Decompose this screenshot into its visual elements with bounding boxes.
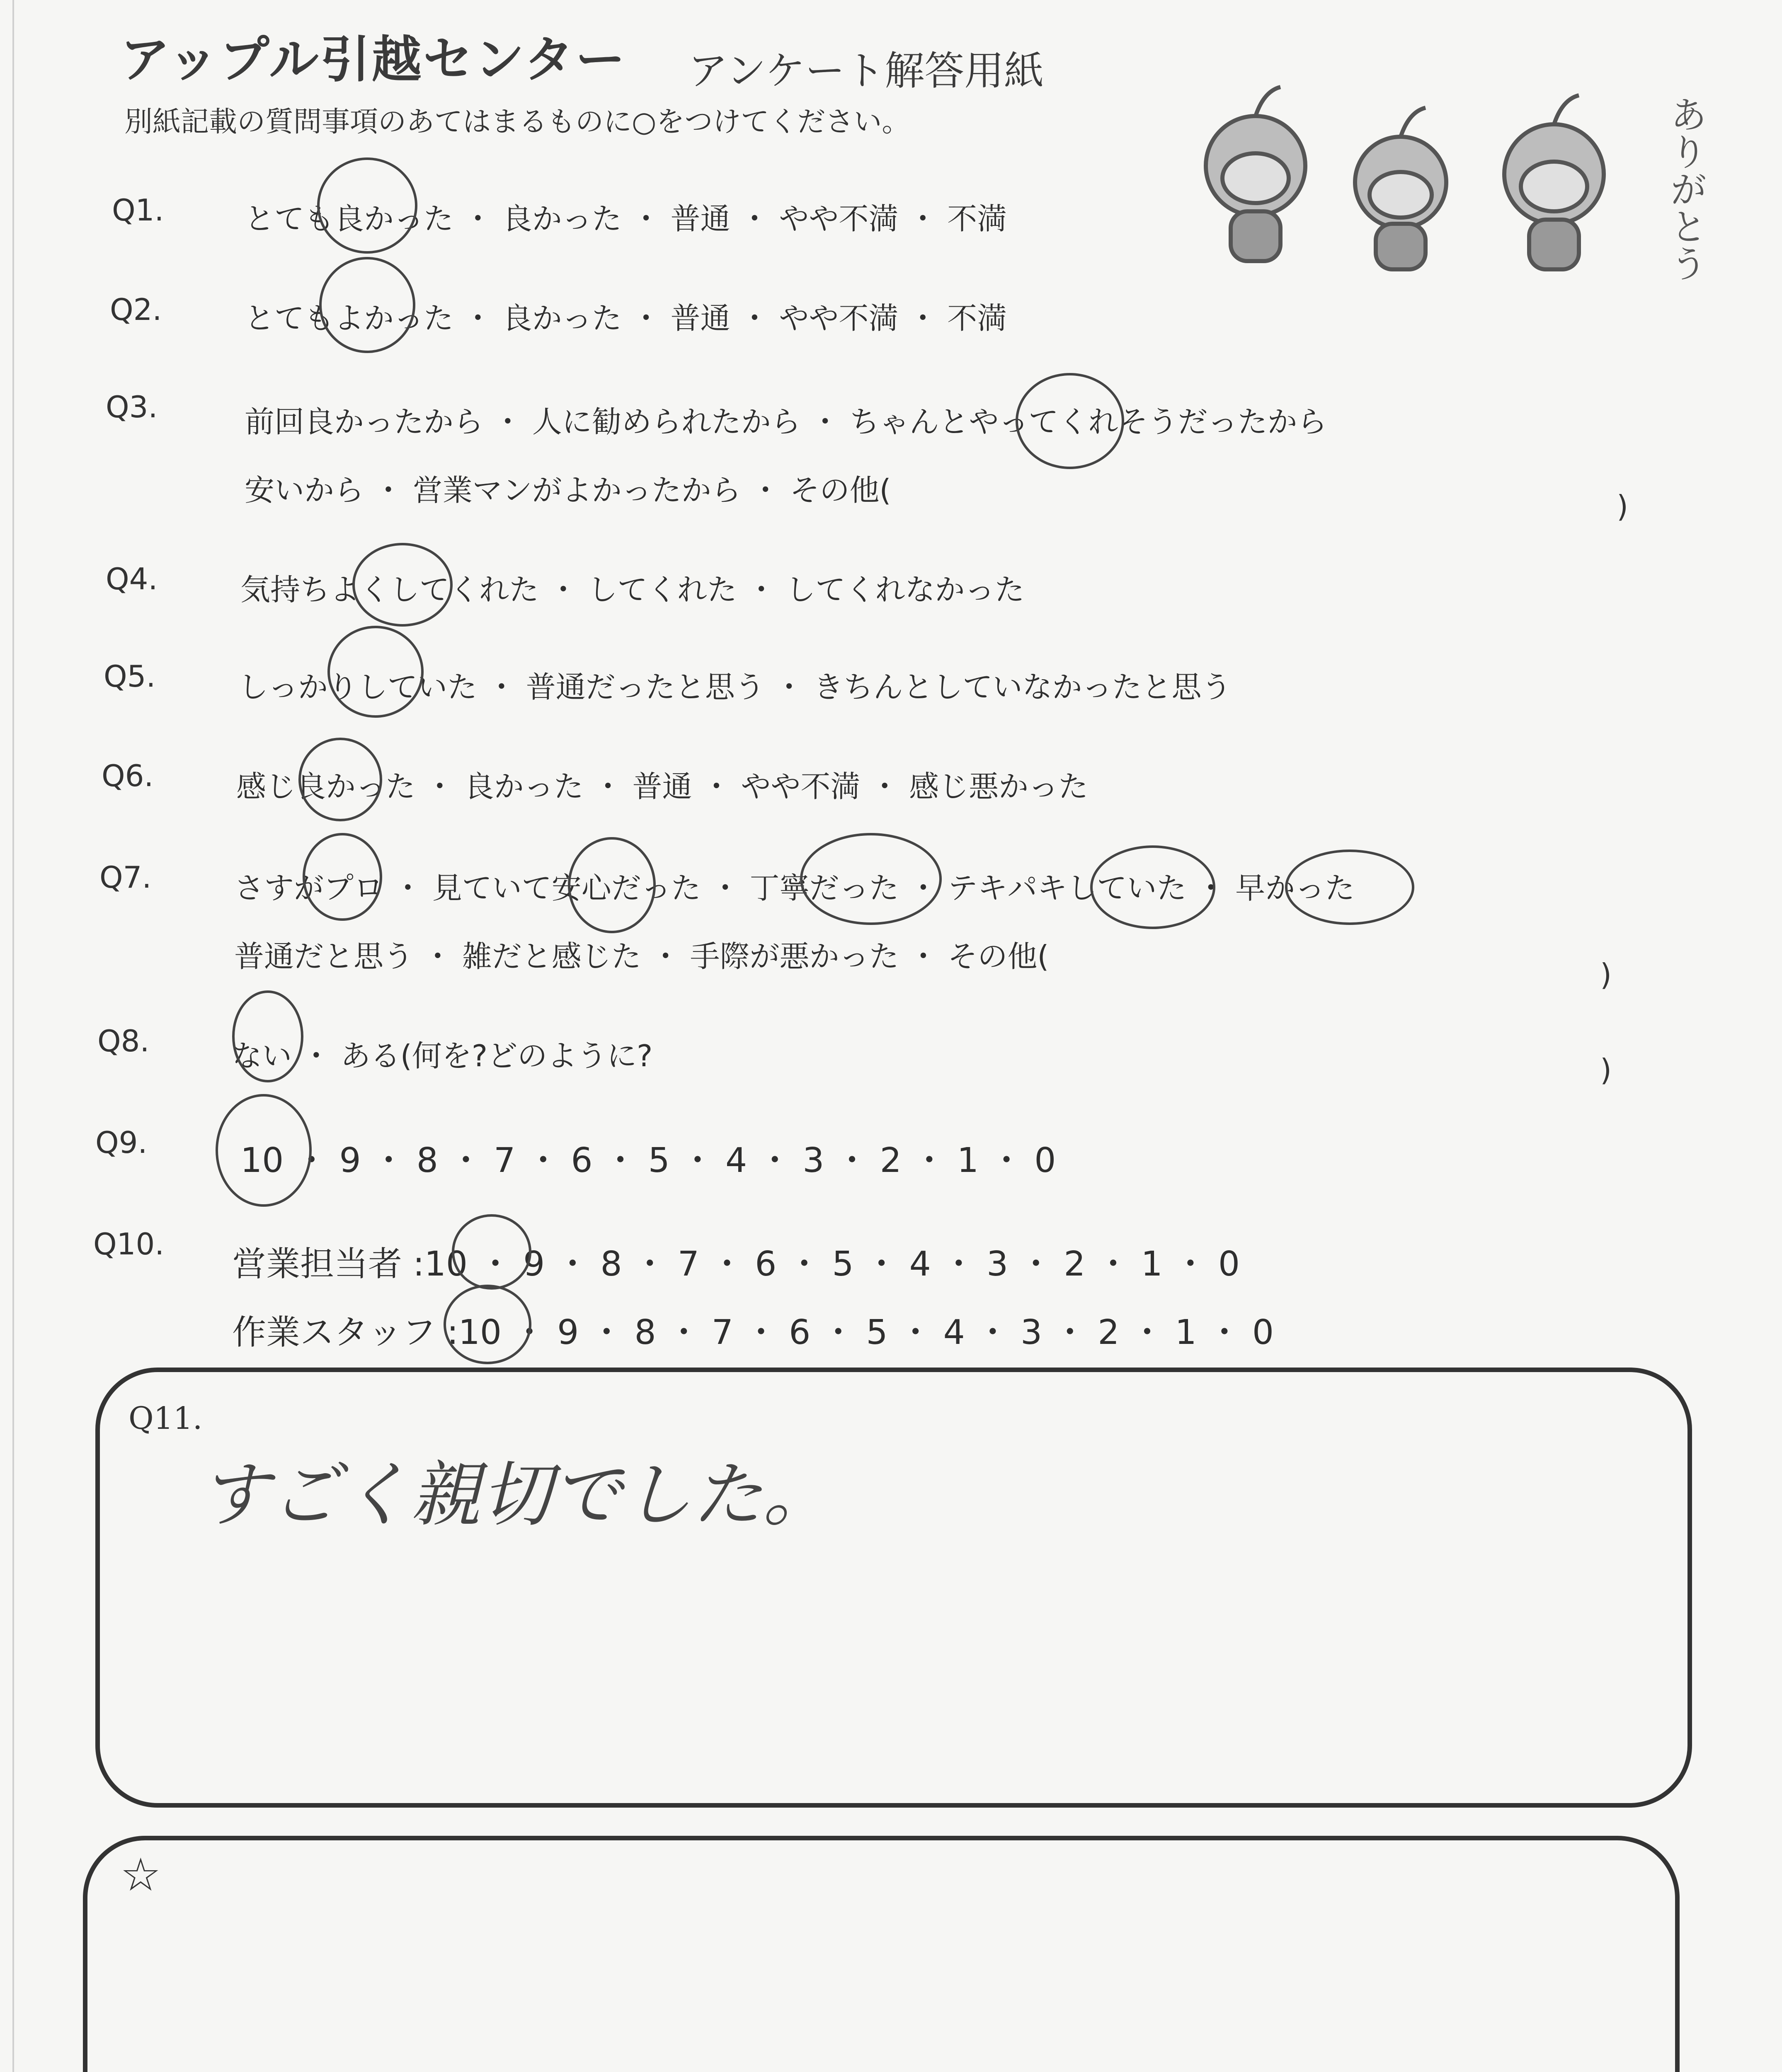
q3-options-line2: 安いから ・ 営業マンがよかったから ・ その他(	[245, 473, 891, 508]
q8-options: ない ・ ある(何を?どのように?	[232, 1038, 653, 1073]
q1-answer-circle	[317, 157, 417, 254]
q5-options: しっかりしていた ・ 普通だったと思う ・ きちんとしていなかったと思う	[238, 670, 1232, 704]
q10-staff-answer-circle	[444, 1285, 531, 1364]
q2-number: Q2.	[110, 292, 162, 327]
monkey-mascots-illustration	[1181, 58, 1720, 274]
q7-options-line1: さすがプロ ・ 見ていて安心だった ・ 丁寧だった ・ テキパキしていた ・ 早かった	[234, 871, 1355, 905]
q3-close-paren: )	[1617, 489, 1629, 524]
q1-number: Q1.	[112, 193, 164, 228]
q9-scale: 10 ・ 9 ・ 8 ・ 7 ・ 6 ・ 5 ・ 4 ・ 3 ・ 2 ・ 1 ・ 0	[240, 1141, 1056, 1180]
q6-number: Q6.	[102, 758, 154, 793]
q7-answer-circle-teinei	[800, 833, 942, 925]
thanks-text: ありがとう	[1663, 95, 1707, 282]
star-label: ☆	[120, 1848, 161, 1901]
q8-close-paren: )	[1600, 1053, 1612, 1087]
q8-answer-circle	[232, 990, 303, 1082]
q4-options: 気持ちよくしてくれた ・ してくれた ・ してくれなかった	[240, 572, 1025, 607]
company-title: アップル引越センター	[120, 31, 627, 89]
q6-options: 感じ良かった ・ 良かった ・ 普通 ・ やや不満 ・ 感じ悪かった	[236, 769, 1089, 804]
q7-answer-circle-pro	[303, 833, 382, 921]
q10-number: Q10.	[93, 1227, 165, 1261]
q3-number: Q3.	[106, 390, 158, 424]
q6-answer-circle	[298, 738, 382, 821]
page-margin-line	[12, 0, 14, 2072]
star-comment-box	[83, 1836, 1680, 2072]
q2-answer-circle	[319, 257, 415, 353]
q8-number: Q8.	[97, 1024, 150, 1058]
q7-number: Q7.	[99, 860, 152, 895]
q11-handwritten-comment: すごく親切でした。	[199, 1454, 834, 1536]
q1-options: とても良かった ・ 良かった ・ 普通 ・ やや不満 ・ 不満	[245, 201, 1007, 236]
q7-answer-circle-tekipaki	[1090, 845, 1215, 929]
form-subtitle: アンケート解答用紙	[688, 48, 1044, 94]
q4-number: Q4.	[106, 562, 158, 596]
q4-answer-circle	[352, 543, 453, 627]
q5-number: Q5.	[104, 659, 156, 694]
q7-answer-circle-anshin	[568, 837, 656, 933]
q9-number: Q9.	[95, 1125, 148, 1160]
q3-options-line1: 前回良かったから ・ 人に勧められたから ・ ちゃんとやってくれそうだったから	[245, 404, 1327, 439]
q3-answer-circle	[1016, 373, 1124, 469]
q10-staff-scale: 作業スタッフ :10 ・ 9 ・ 8 ・ 7 ・ 6 ・ 5 ・ 4 ・ 3 ・ 2 ・ 1 ・ 0	[232, 1313, 1274, 1352]
q9-answer-circle	[216, 1094, 312, 1207]
q11-label: Q11.	[128, 1401, 203, 1436]
q7-answer-circle-hayai	[1285, 850, 1414, 925]
q10-sales-answer-circle	[452, 1214, 531, 1290]
q10-sales-scale: 営業担当者 :10 ・ 9 ・ 8 ・ 7 ・ 6 ・ 5 ・ 4 ・ 3 ・ 2 ・ 1 ・ 0	[232, 1244, 1240, 1284]
q2-options: とてもよかった ・ 良かった ・ 普通 ・ やや不満 ・ 不満	[245, 301, 1007, 336]
q7-options-line2: 普通だと思う ・ 雑だと感じた ・ 手際が悪かった ・ その他(	[234, 939, 1049, 974]
q11-comment-box	[95, 1368, 1692, 1808]
q7-close-paren: )	[1600, 957, 1612, 992]
q5-answer-circle	[327, 626, 424, 718]
instruction-text: 別紙記載の質問事項のあてはまるものに○をつけてください。	[124, 106, 910, 138]
